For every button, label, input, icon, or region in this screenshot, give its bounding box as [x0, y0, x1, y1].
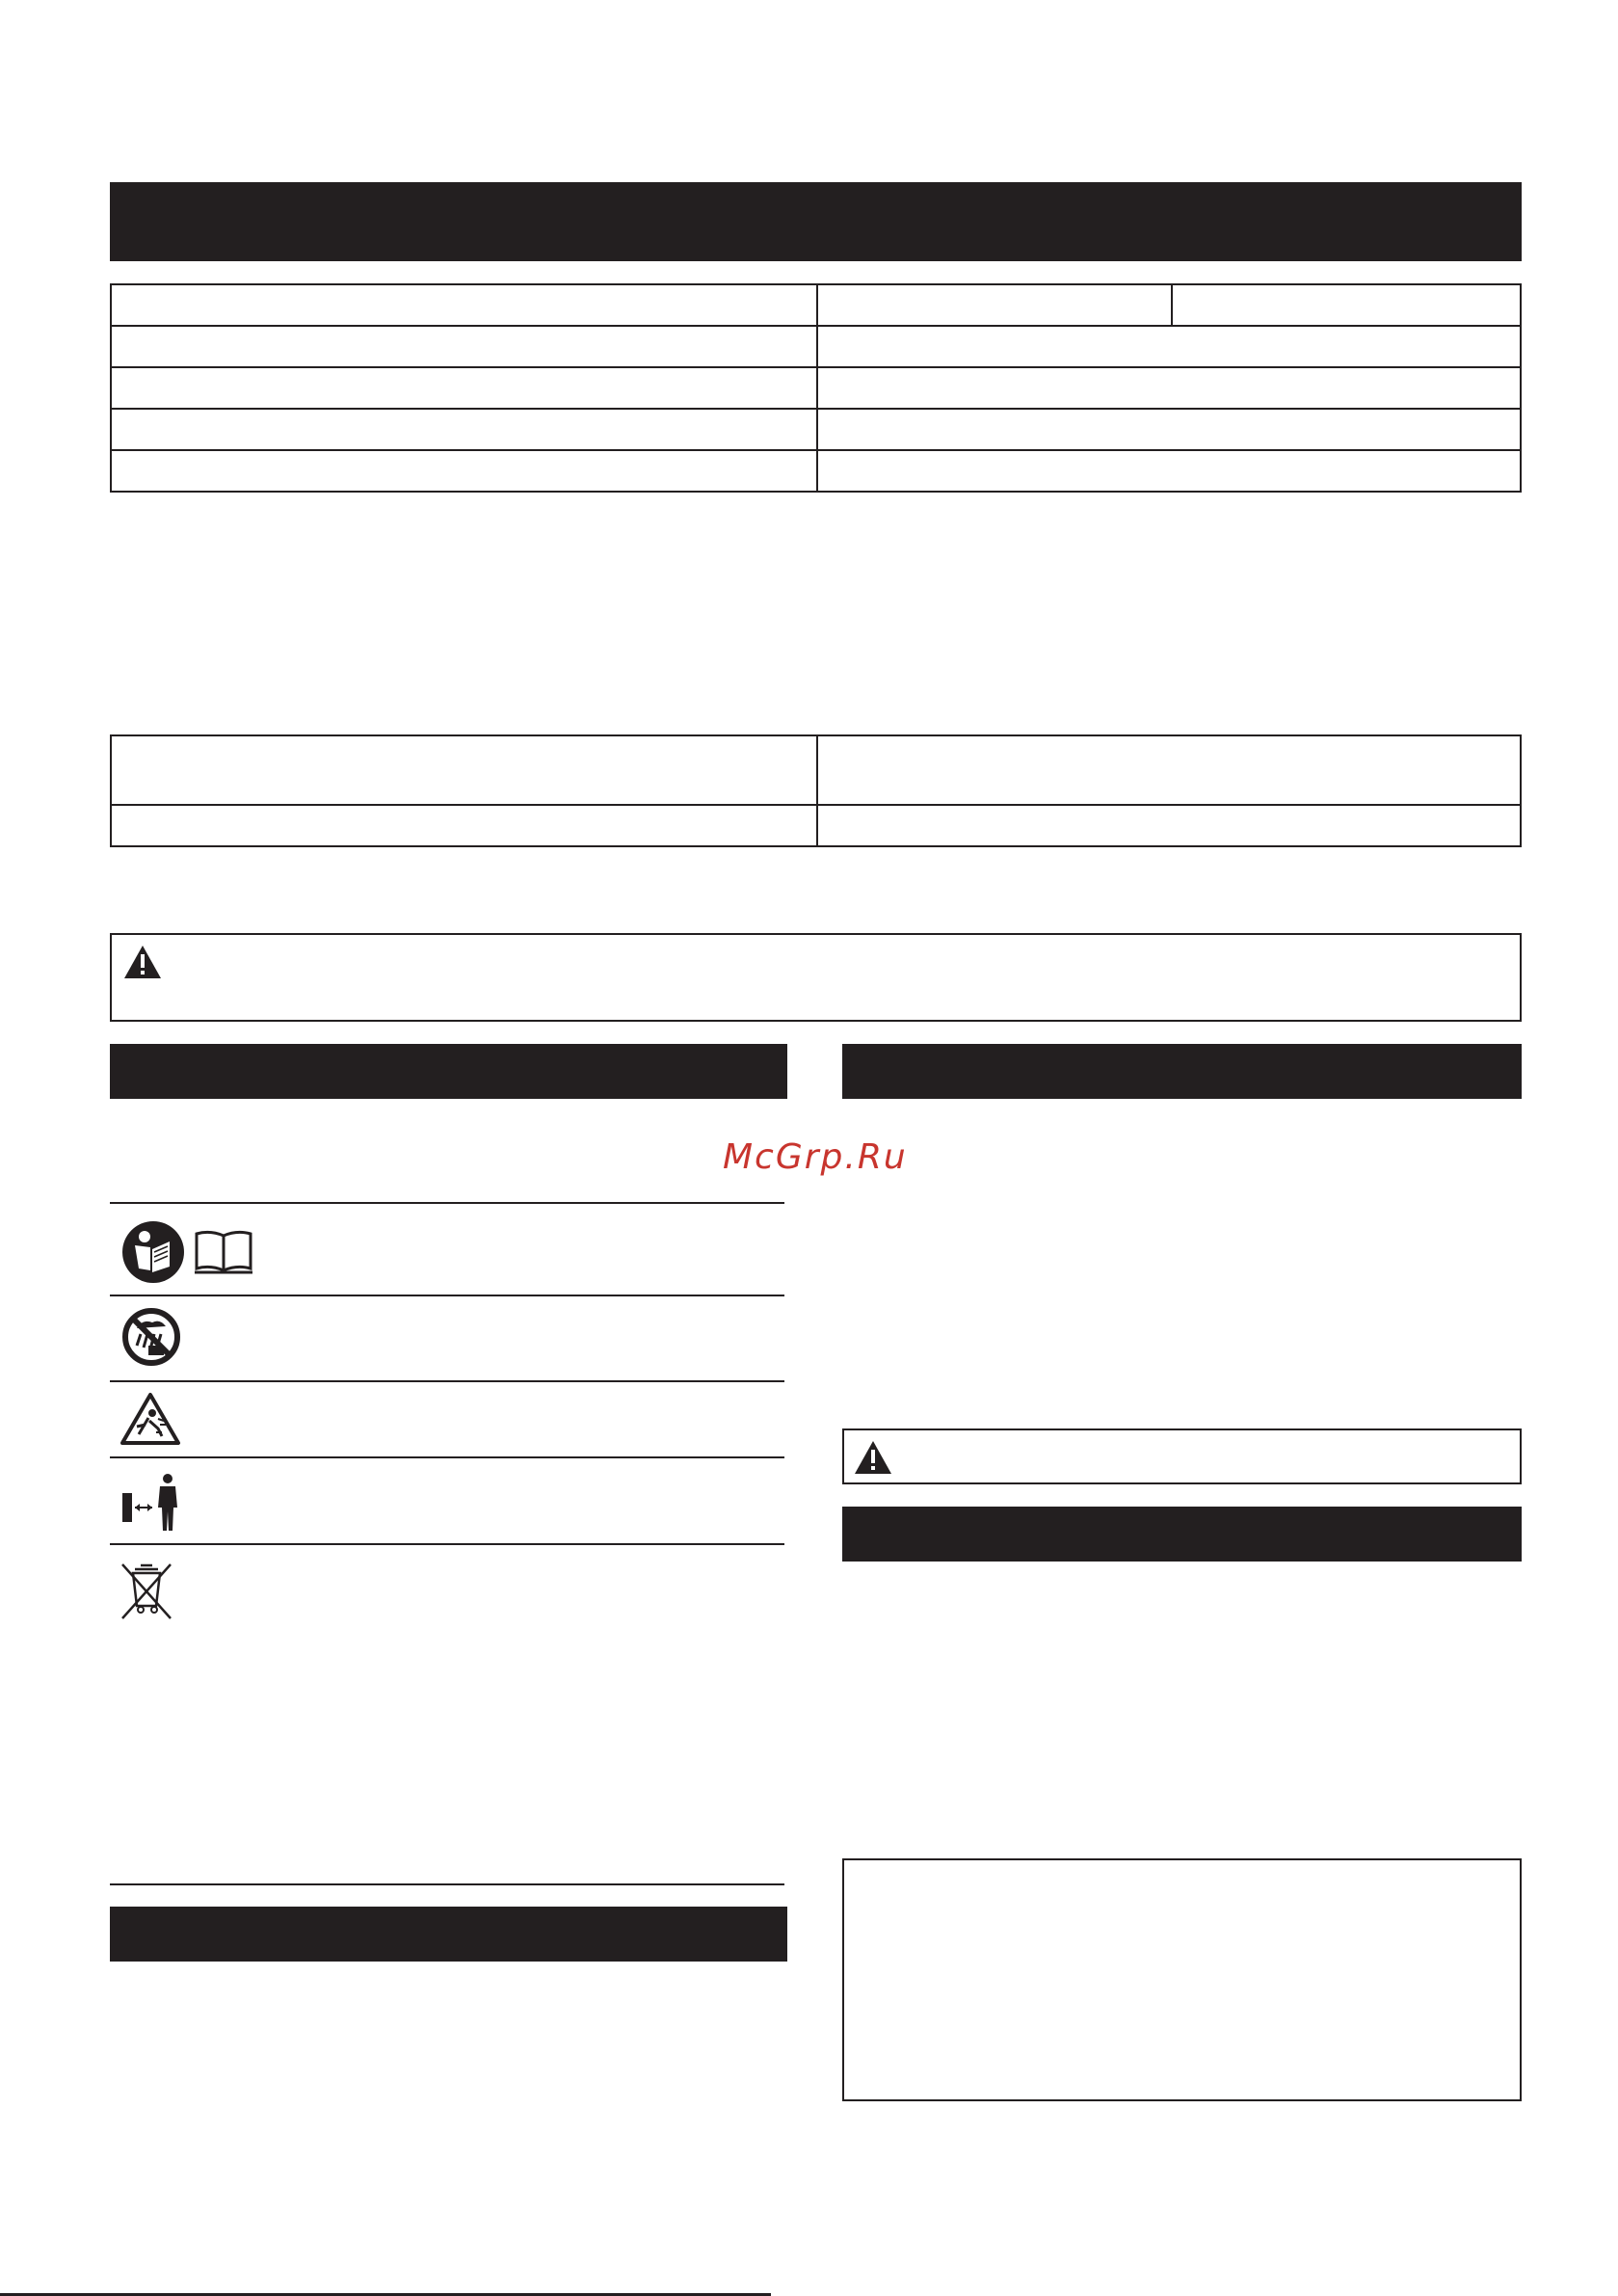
section-bar-right	[842, 1044, 1522, 1099]
symbol-list-end-divider	[110, 1883, 784, 1885]
warning-box	[110, 933, 1522, 1022]
symbol-divider	[110, 1202, 784, 1204]
table-row	[111, 367, 1521, 409]
noise-table	[110, 734, 1522, 847]
table-cell	[111, 409, 817, 450]
section-bar-left-symbols	[110, 1044, 787, 1099]
warning-triangle-icon	[123, 945, 162, 979]
table-cell	[111, 367, 817, 409]
no-rain-exposure-icon	[121, 1307, 181, 1367]
right-warning-box	[842, 1428, 1522, 1484]
table-cell	[817, 284, 1172, 326]
read-manual-icon	[121, 1220, 256, 1284]
table-cell	[817, 367, 1521, 409]
table-row	[111, 326, 1521, 367]
table-row	[111, 284, 1521, 326]
table-cell	[817, 735, 1521, 805]
table-cell	[111, 450, 817, 492]
table-row	[111, 450, 1521, 492]
table-cell	[111, 735, 817, 805]
table-row	[111, 409, 1521, 450]
table-cell	[1172, 284, 1521, 326]
symbol-divider	[110, 1380, 784, 1382]
specification-table	[110, 283, 1522, 493]
table-row	[111, 805, 1521, 846]
section-bar-right-lower	[842, 1507, 1522, 1562]
symbol-divider	[110, 1456, 784, 1458]
table-cell	[817, 450, 1521, 492]
watermark-text: McGrp.Ru	[723, 1137, 908, 1177]
table-cell	[817, 409, 1521, 450]
symbol-divider	[110, 1543, 784, 1545]
note-box	[842, 1858, 1522, 2101]
section-bar-left-lower	[110, 1907, 787, 1962]
page-header-bar	[110, 182, 1522, 261]
table-cell	[111, 326, 817, 367]
symbol-divider	[110, 1295, 784, 1296]
warning-triangle-icon	[854, 1440, 892, 1475]
flying-debris-hazard-icon	[119, 1392, 181, 1446]
table-cell	[817, 326, 1521, 367]
table-cell	[817, 805, 1521, 846]
keep-bystanders-away-icon	[121, 1473, 183, 1533]
crossed-out-wheelie-bin-icon	[119, 1562, 173, 1621]
table-cell	[111, 805, 817, 846]
table-row	[111, 735, 1521, 805]
table-cell	[111, 284, 817, 326]
